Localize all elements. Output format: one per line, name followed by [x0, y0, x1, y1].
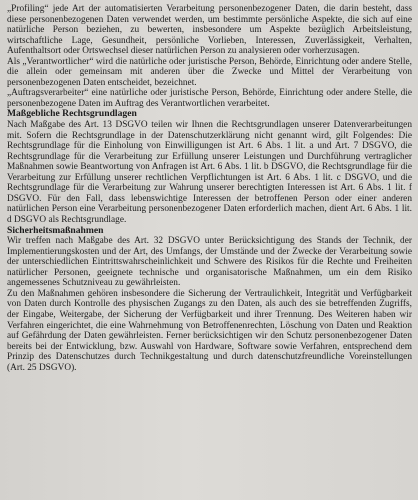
legal-basis-heading: Maßgebliche Rechtsgrundlagen — [7, 108, 137, 120]
legal-basis-paragraph: Nach Maßgabe des Art. 13 DSGVO teilen wir Ihnen die Rechtsgrundlagen unserer Datenverarbeitungen mit. Sofern die Rechtsgrundlage in der Datenschutzerklärung nicht genannt wird, gilt Folgendes: Die Rechtsgrundlage für die Einholung von Einwilligungen ist Art. 6 Abs. 1 lit. a und Art. 7 DSGVO, die Rechtsgrundlage für die Verarbeitung zur Erfüllung unserer Leistungen und Durchführung vertraglicher Maßnahmen sowie Beantwortung von Anfragen ist Art. 6 Abs. 1 lit. b DSGVO, die Rechtsgrundlage für die Verarbeitung zur Erfüllung unserer rechtlichen Verpflichtungen ist Art. 6 Abs. 1 lit. c DSGVO, und die Rechtsgrundlage für die Verarbeitung zur Wahrung unserer berechtigten Interessen ist Art. 6 Abs. 1 lit. f DSGVO. Für den Fall, dass lebenswichtige Interessen der betroffenen Person oder einer anderen natürlichen Person eine Verarbeitung personenbezogener Daten erforderlich machen, dient Art. 6 Abs. 1 lit. d DSGVO als Rechtsgrundlage. — [7, 120, 412, 225]
security-measures-paragraph: Wir treffen nach Maßgabe des Art. 32 DSGVO unter Berücksichtigung des Stands der Technik, der Implementierungskosten und der Art, des Umfangs, der Umstände und der Zwecke der Verarbeitung sowie der unterschiedlichen Eintrittswahrscheinlichkeit und Schwere des Risikos für die Rechte und Freiheiten natürlicher Personen, geeignete technische und organisatorische Maßnahmen, um ein dem Risiko angemessenes Schutzniveau zu gewährleisten. — [7, 236, 412, 289]
security-measures-heading: Sicherheitsmaßnahmen — [7, 224, 104, 236]
profiling-definition: „Profiling“ jede Art der automatisierten Verarbeitung personenbezogener Daten, die darin besteht, dass diese personenbezogenen Daten verwendet werden, um bestimmte persönliche Aspekte, die sich auf eine natürliche Person beziehen, zu bewerten, insbesondere um Aspekte bezüglich Arbeitsleistung, wirtschaftliche Lage, Gesundheit, persönliche Vorlieben, Interessen, Zuverlässigkeit, Verhalten, Aufenthaltsort oder Ortswechsel dieser natürlichen Person zu analysieren oder vorherzusagen. — [7, 4, 412, 57]
processor-definition: „Auftragsverarbeiter“ eine natürliche oder juristische Person, Behörde, Einrichtung oder andere Stelle, die personenbezogene Daten im Auftrag des Verantwortlichen verarbeitet. — [7, 88, 412, 109]
controller-definition: Als „Verantwortlicher“ wird die natürliche oder juristische Person, Behörde, Einrichtung oder andere Stelle, die allein oder gemeinsam mit anderen über die Zwecke und Mittel der Verarbeitung von personenbezogenen Daten entscheidet, bezeichnet. — [7, 56, 412, 88]
security-measures-details: Zu den Maßnahmen gehören insbesondere die Sicherung der Vertraulichkeit, Integrität und Verfügbarkeit von Daten durch Kontrolle des physischen Zugangs zu den Daten, als auch des sie betreffenden Zugriffs, der Eingabe, Weitergabe, der Sicherung der Verfügbarkeit und ihrer Trennung. Des Weiteren haben wir Verfahren eingerichtet, die eine Wahrnehmung von Betroffenenrechten, Löschung von Daten und Reaktion auf Gefährdung der Daten gewährleisten. Ferner berücksichtigen wir den Schutz personenbezogener Daten bereits bei der Entwicklung, bzw. Auswahl von Hardware, Software sowie Verfahren, entsprechend dem Prinzip des Datenschutzes durch Technikgestaltung und durch datenschutzfreundliche Voreinstellungen (Art. 25 DSGVO). — [7, 288, 412, 373]
